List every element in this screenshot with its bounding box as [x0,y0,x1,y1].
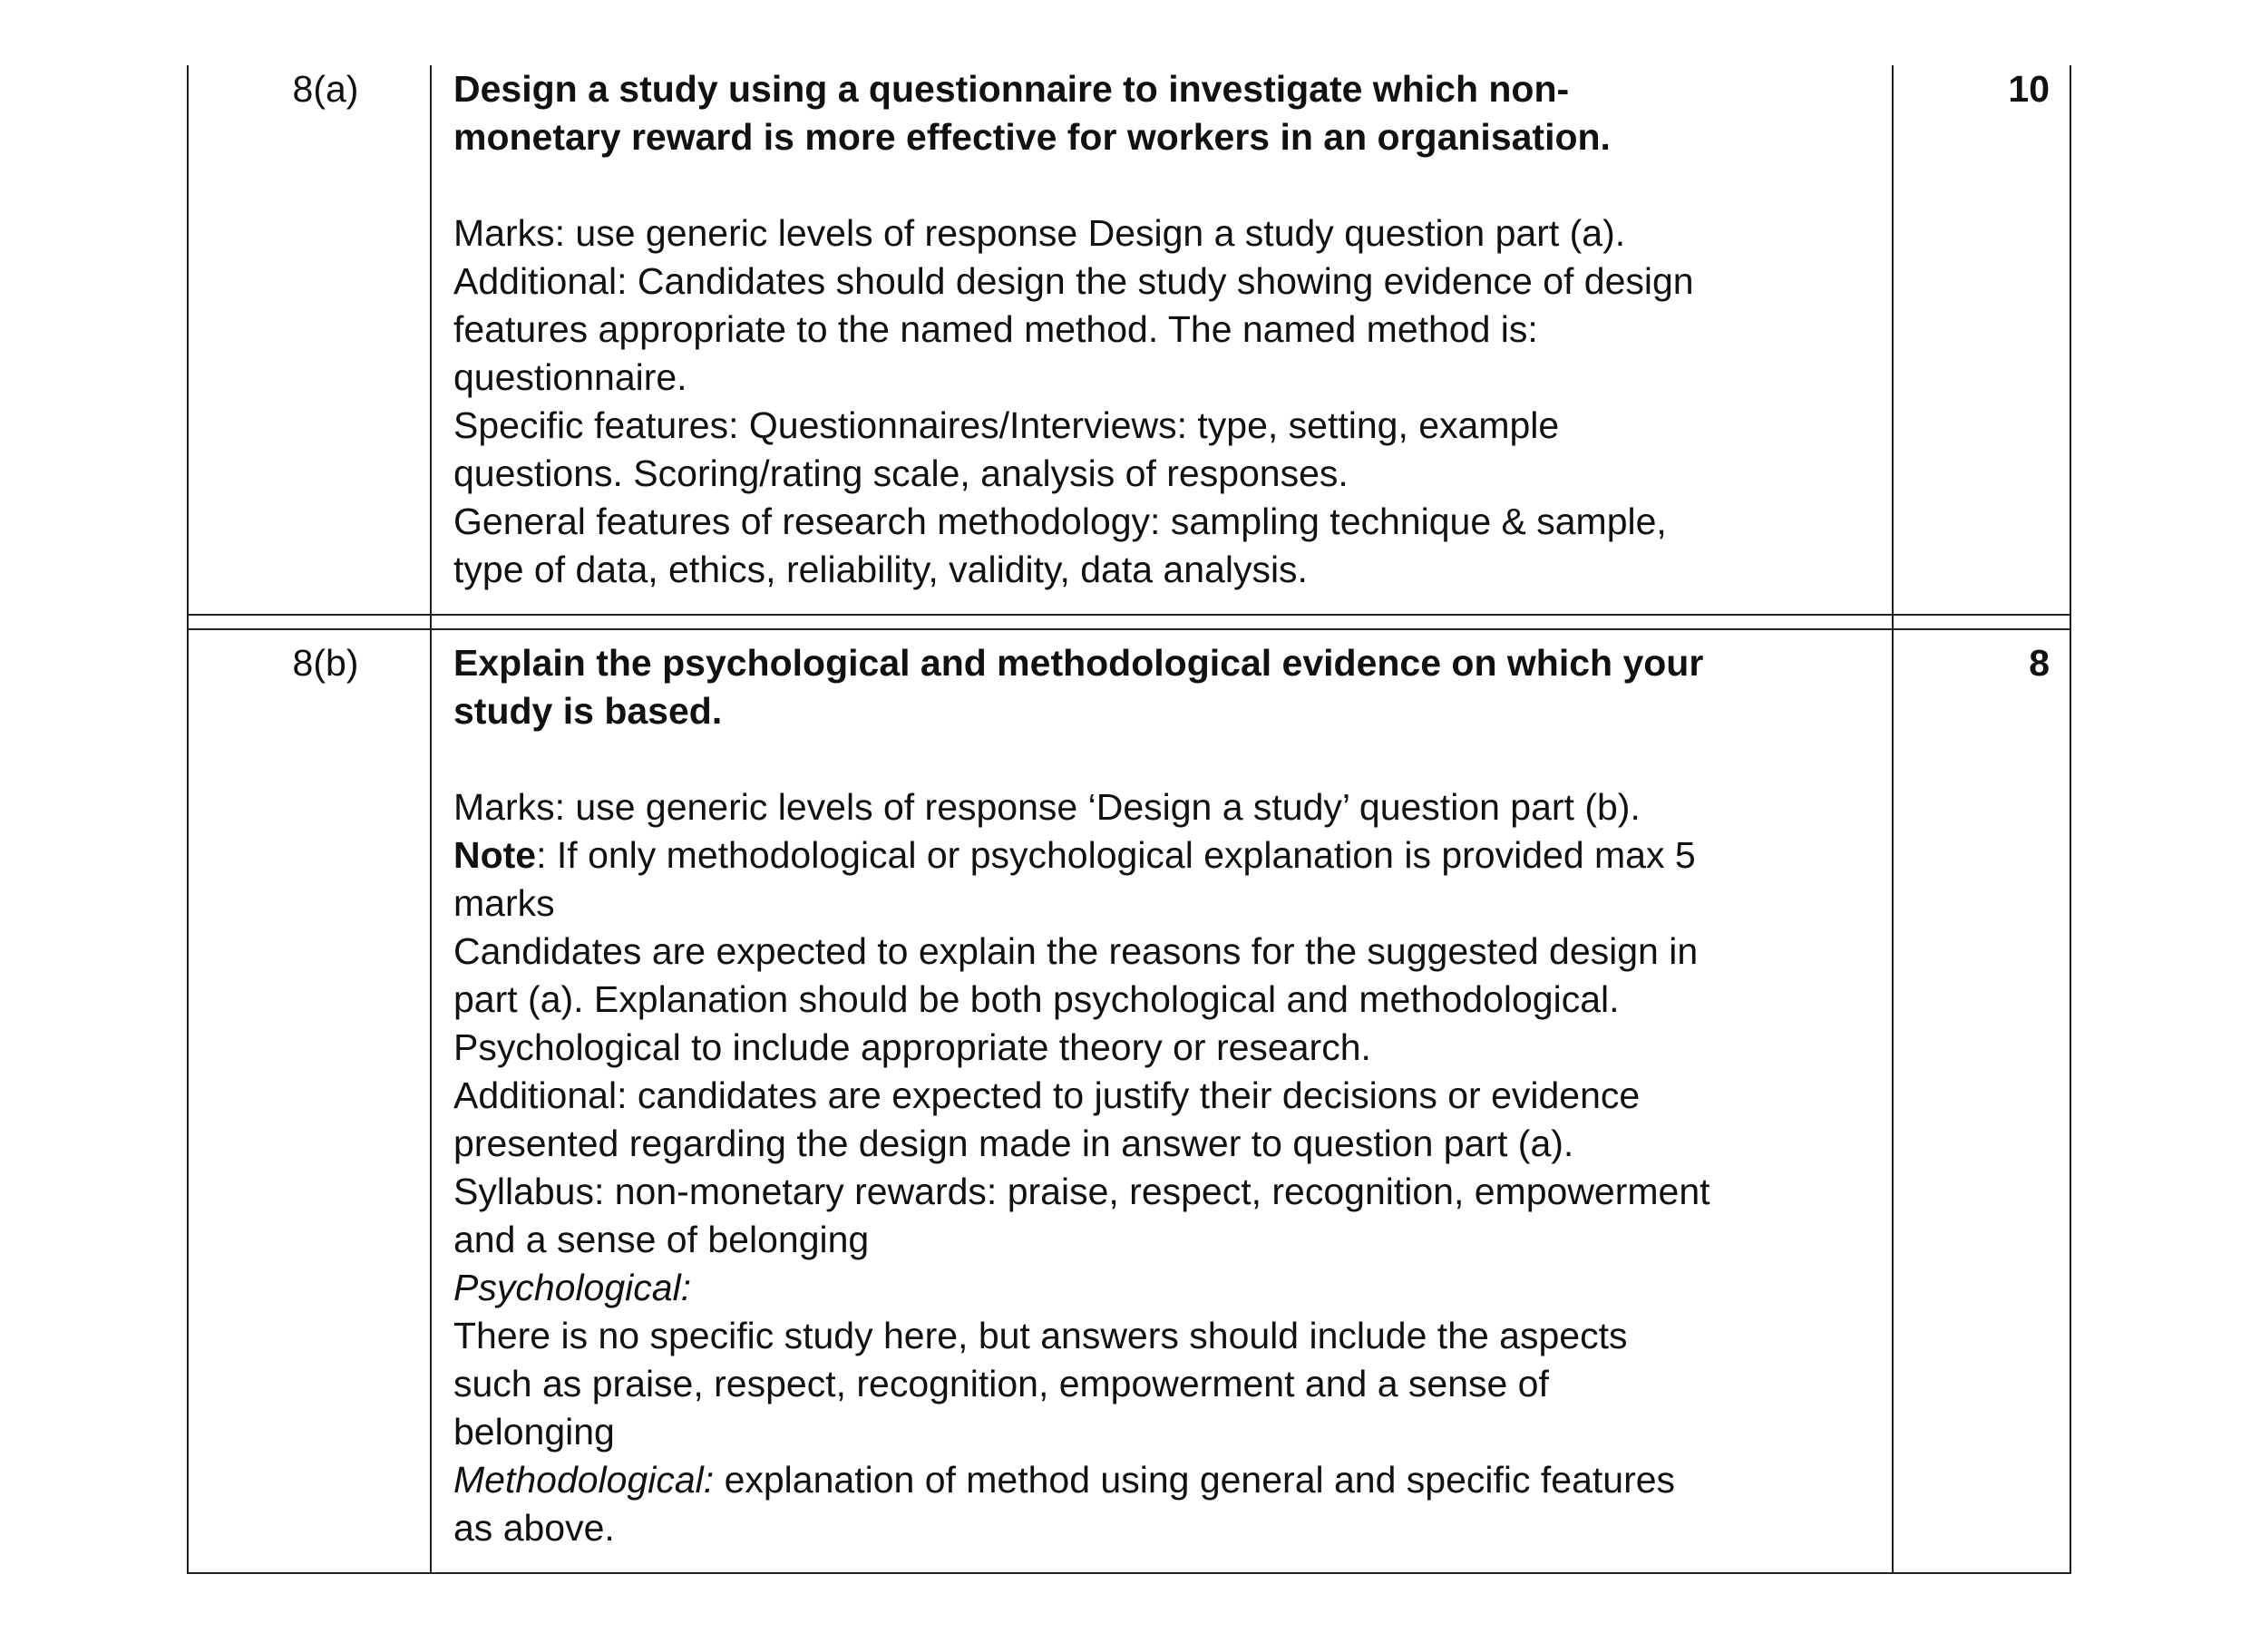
question-title-line: Explain the psychological and methodological evidence on which your [453,642,1704,684]
question-row-8b [188,629,2070,1573]
answer-line: as above. [453,1507,615,1549]
marks-value: 8 [2029,642,2050,684]
methodological-text: explanation of method using general and specific features [714,1459,1676,1501]
answer-cell [431,65,1893,615]
mark-scheme-table [187,65,2071,1574]
answer-line: presented regarding the design made in answer to question part (a). [453,1122,1574,1164]
answer-line: Additional: Candidates should design the study showing evidence of design [453,260,1694,302]
question-row-8a [188,65,2070,615]
question-title-line: Design a study using a questionnaire to investigate which non- [453,68,1570,110]
question-number: 8(a) [292,68,359,110]
answer-line: Psychological to include appropriate theory or research. [453,1026,1371,1068]
answer-line: Specific features: Questionnaires/Interviews: type, setting, example [453,404,1560,446]
question-number: 8(b) [292,642,359,684]
answer-line: such as praise, respect, recognition, empowerment and a sense of [453,1363,1549,1404]
question-number-cell [188,65,431,615]
answer-line: Syllabus: non-monetary rewards: praise, respect, recognition, empowerment [453,1171,1710,1212]
answer-cell [431,629,1893,1573]
answer-line: belonging [453,1411,615,1453]
answer-line: type of data, ethics, reliability, validity, data analysis. [453,549,1308,590]
answer-line: Marks: use generic levels of response ‘Design a study’ question part (b). [453,786,1641,828]
answer-line: marks [453,882,555,924]
marks-cell [1893,65,2070,615]
methodological-line [453,1456,1872,1504]
note-text: : If only methodological or psychological explanation is provided max 5 [536,834,1696,876]
question-number-cell [188,629,431,1573]
question-title-line: monetary reward is more effective for workers in an organisation. [453,116,1611,158]
marks-value: 10 [2008,68,2050,110]
question-title-line: study is based. [453,690,723,732]
answer-line: part (a). Explanation should be both psychological and methodological. [453,978,1620,1020]
answer-line: General features of research methodology: sampling technique & sample, [453,500,1667,542]
separator-cell [1893,615,2070,629]
answer-line: There is no specific study here, but answers should include the aspects [453,1315,1628,1356]
answer-line: Additional: candidates are expected to justify their decisions or evidence [453,1074,1641,1116]
methodological-label: Methodological: [453,1459,715,1501]
answer-line: features appropriate to the named method. The named method is: [453,308,1538,350]
answer-line: questions. Scoring/rating scale, analysis of responses. [453,452,1349,494]
separator-cell [188,615,431,629]
note-label: Note [453,834,537,876]
separator-cell [431,615,1893,629]
answer-line: questionnaire. [453,356,687,398]
question-title [453,639,1872,735]
note-line [453,831,1872,879]
psychological-label: Psychological: [453,1267,692,1308]
question-title [453,65,1872,161]
answer-line: Marks: use generic levels of response Design a study question part (a). [453,212,1626,254]
row-separator [188,615,2070,629]
marks-cell [1893,629,2070,1573]
answer-line: Candidates are expected to explain the reasons for the suggested design in [453,930,1699,972]
answer-line: and a sense of belonging [453,1219,870,1260]
